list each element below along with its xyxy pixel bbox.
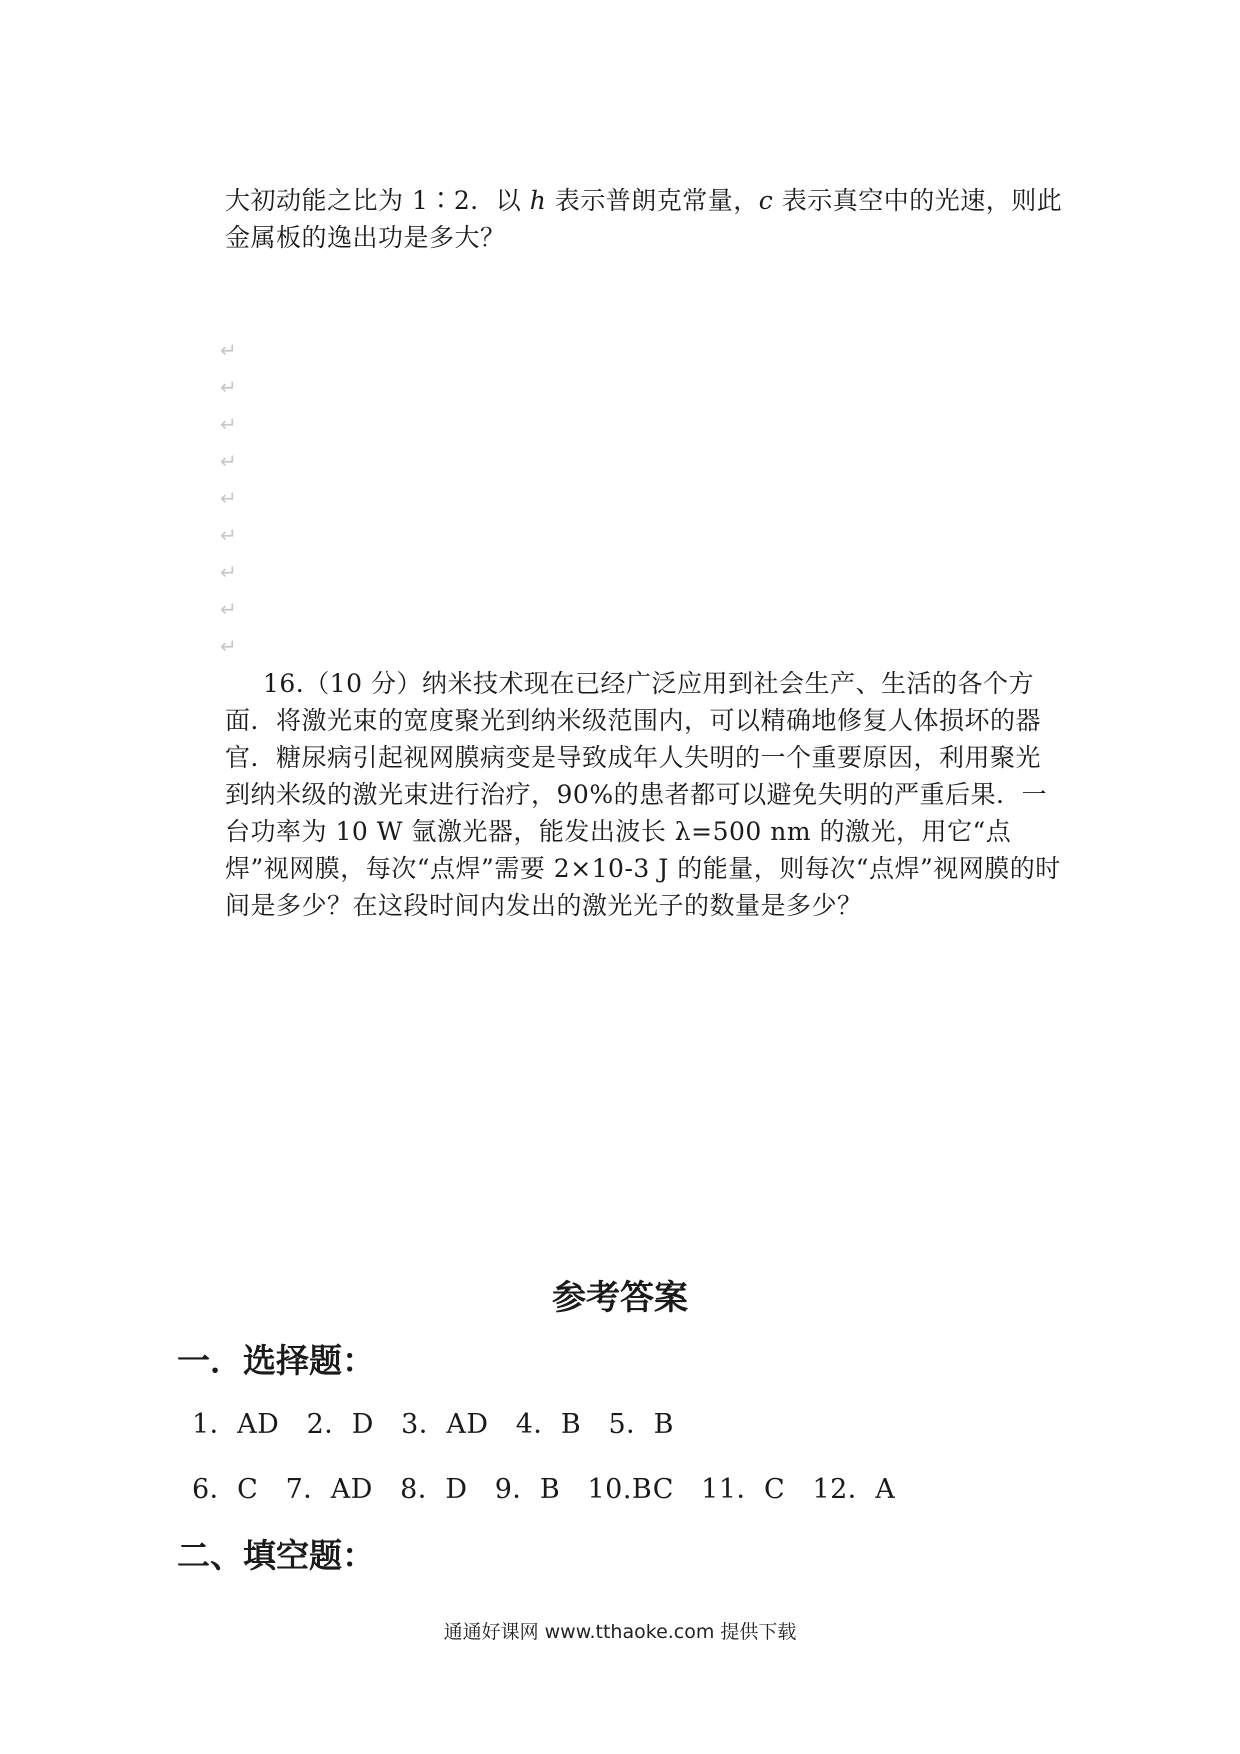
question-15-continuation [225,182,1065,256]
answer-key-title: 参考答案 [552,1278,688,1318]
planck-symbol: h [529,186,547,215]
paragraph-mark-icon: ↵ [220,449,237,473]
paragraph-mark-icon: ↵ [220,523,237,547]
page-footer: 通通好课网 www.tthaoke.com 提供下载 [443,1621,797,1643]
answers-row-2: 6．C 7．AD 8．D 9．B 10.BC 11．C 12．A [192,1474,896,1505]
section-multiple-choice-title: 一．选择题： [177,1341,375,1380]
question-16: 16.（10 分）纳米技术现在已经广泛应用到社会生产、生活的各个方面．将激光束的宽度聚光到纳米级范围内，可以精确地修复人体损坏的器官．糖尿病引起视网膜病变是导致成年人失明的一个重要原因，利用聚光到纳米级的激光束进行治疗，90%的患者都可以避免失明的严重后果．一台功率为 10 W 氩激光器，能发出波长 λ=500 nm 的激光，用它“点焊”视网膜，每次“点焊”需要 2×10-3 J 的能量，则每次“点焊”视网膜的时间是多少？在这段时间内发出的激光光子的数量是多少？ [225,669,1061,920]
q15-line2: 金属板的逸出功是多大？ [225,223,506,252]
paragraph-mark-icon: ↵ [220,412,237,436]
answers-row-1: 1．AD 2．D 3．AD 4．B 5．B [192,1409,675,1440]
paragraph-mark-icon: ↵ [220,375,237,399]
paragraph-mark-icon: ↵ [220,560,237,584]
section-fill-blank-title: 二、填空题： [177,1536,375,1575]
paragraph-mark-icon: ↵ [220,597,237,621]
paragraph-mark-icon: ↵ [220,634,237,658]
q15-line1-b: 表示普朗克常量， [546,186,759,215]
q15-line1-c: 表示真空中的光速，则此 [773,186,1063,215]
paragraph-mark-icon: ↵ [220,486,237,510]
q15-line1-a: 大初动能之比为 1∶2．以 [225,186,530,215]
light-speed-symbol: c [758,186,774,215]
paragraph-mark-icon: ↵ [220,338,237,362]
paragraph-marks [220,338,250,671]
